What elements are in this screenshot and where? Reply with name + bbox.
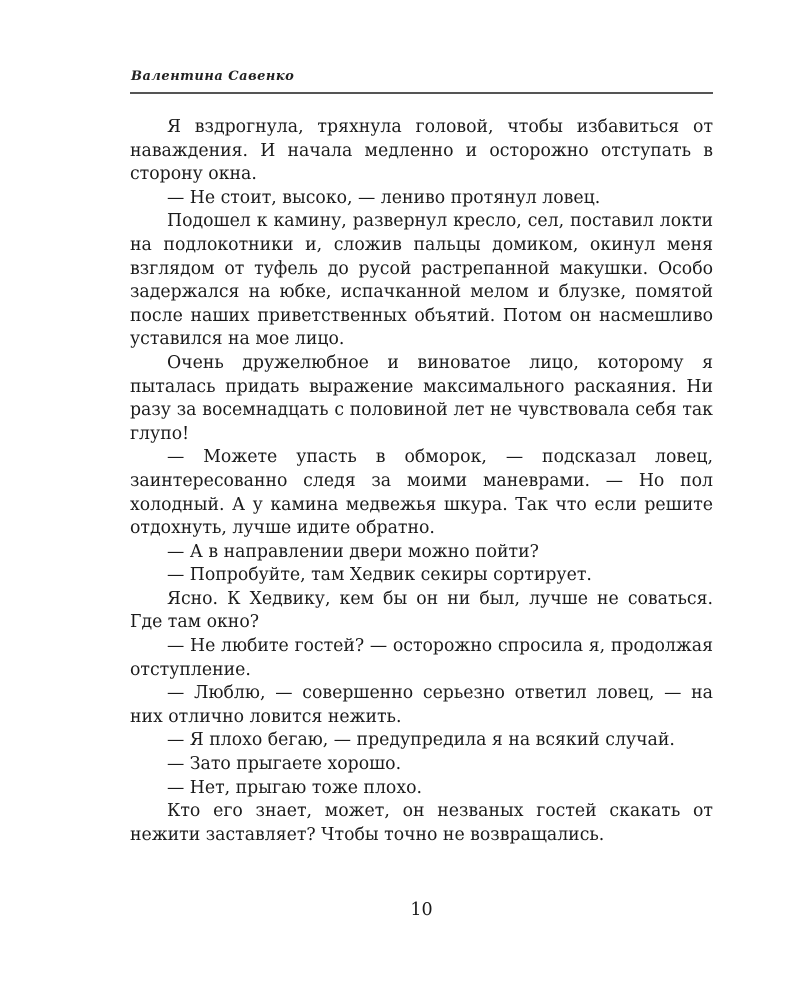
- paragraph: Ясно. К Хедвику, кем бы он ни был, лучше не соваться. Где там окно?: [130, 588, 713, 633]
- header-divider: [130, 92, 713, 94]
- paragraph: Подошел к камину, развернул кресло, сел, поставил локти на подлокотники и, сложив пальцы домиком, окинул меня взглядом от туфель до русой растрепанной макушки. Особо задержался на юбке, испачканной мелом и блузке, помятой после наших приветственных объятий. Потом он насмешливо уставился на мое лицо.: [130, 211, 713, 350]
- page-number: 10: [410, 900, 433, 920]
- paragraph: — Можете упасть в обморок, — подсказал ловец, заинтересованно следя за моими маневрами. — Но пол холодный. А у камина медвежья шкура. Так что если решите отдохнуть, лучше идите обратно.: [130, 447, 713, 539]
- paragraph: Я вздрогнула, тряхнула головой, чтобы избавиться от наваждения. И начала медленно и осторожно отступать в сторону окна.: [130, 117, 713, 185]
- body-text: [130, 116, 713, 847]
- paragraph: Очень дружелюбное и виноватое лицо, которому я пыталась придать выражение максимального раскаяния. Ни разу за восемнадцать с половиной лет не чувствовала себя так глупо!: [130, 352, 713, 444]
- paragraph: — Не стоит, высоко, — лениво протянул ловец.: [167, 187, 601, 208]
- paragraph: — Люблю, — совершенно серьезно ответил ловец, — на них отлично ловится нежить.: [130, 683, 713, 727]
- paragraph: Кто его знает, может, он незваных гостей скакать от нежити заставляет? Чтобы точно не возвращались.: [130, 801, 713, 845]
- paragraph: — Не любите гостей? — осторожно спросила я, продолжая отступление.: [130, 636, 713, 680]
- paragraph: — Я плохо бегаю, — предупредила я на всякий случай.: [167, 730, 675, 751]
- paragraph: — Попробуйте, там Хедвик секиры сортирует.: [167, 565, 592, 586]
- paragraph: — Зато прыгаете хорошо.: [167, 754, 402, 775]
- paragraph: — Нет, прыгаю тоже плохо.: [167, 777, 422, 798]
- author-name: Валентина Савенко: [131, 69, 295, 84]
- paragraph: — А в направлении двери можно пойти?: [167, 541, 539, 562]
- running-header: [130, 68, 713, 94]
